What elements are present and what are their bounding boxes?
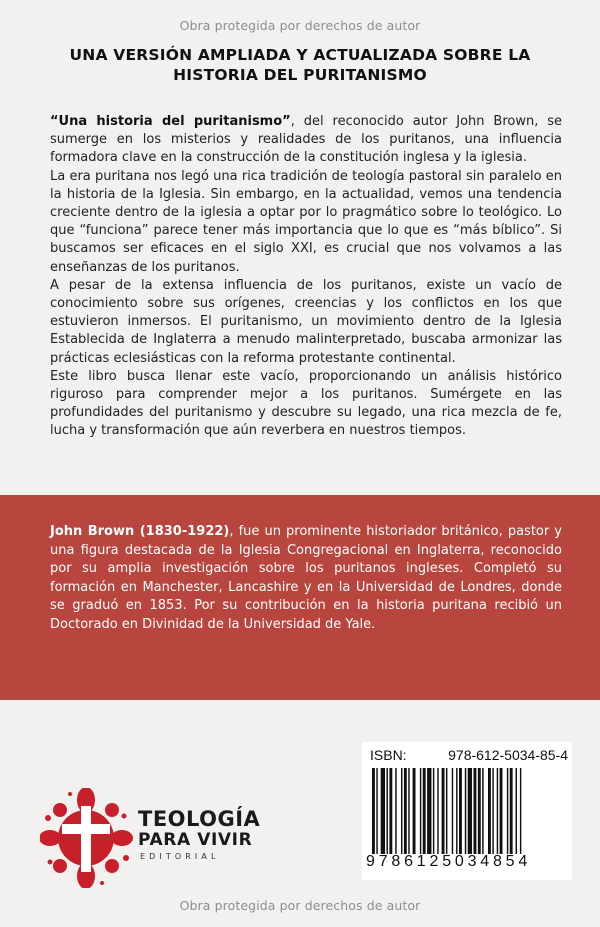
barcode-bar [459, 768, 462, 854]
barcode-bar [474, 768, 477, 854]
barcode-bar [427, 768, 431, 854]
barcode-bar [413, 768, 416, 854]
publisher-name-line-2: PARA VIVIR [138, 830, 253, 850]
barcode-bar [507, 768, 508, 854]
author-name: John Brown (1830-1922) [50, 524, 230, 539]
barcode-bar [387, 768, 388, 854]
barcode-bar [488, 768, 491, 854]
barcode-bar [465, 768, 466, 854]
barcode-bar [381, 768, 385, 854]
barcode-bar [372, 768, 375, 854]
barcode-bar [452, 768, 453, 854]
headline-line-2: HISTORIA DEL PURITANISMO [173, 66, 427, 84]
publisher-tagline: EDITORIAL [140, 852, 220, 861]
barcode-bar [500, 768, 503, 854]
author-bio-text: , fue un prominente historiador británico, pastor y una figura destacada de la Iglesia Congregacional en Inglaterra, reconocido por su amplia investigación sobre los puritanos ingleses. Completó su formación en Manchester, Lancashire y en la Universidad de Londres, donde se graduó en 1853. Por su contribución en la historia puritana recibió un Doctorado en Divinidad de la Universidad de Yale. [50, 524, 562, 632]
barcode-bar [520, 768, 521, 854]
barcode-bar [376, 768, 377, 854]
barcode-bar [456, 768, 457, 854]
isbn-prefix: ISBN: [370, 747, 407, 763]
publisher-name-line-1: TEOLOGÍA [138, 807, 261, 831]
isbn-barcode-block [362, 742, 572, 880]
book-title-quote: “Una historia del puritanismo” [50, 114, 291, 129]
barcode-bar [404, 768, 407, 854]
synopsis-paragraph-1-text: , del reconocido autor John Brown, se sumerge en los misterios y realidades de los puritanos, una influencia formadora clave en la construcción de la constitución inglesa y la iglesia. [50, 114, 563, 166]
barcode-bar [389, 768, 392, 854]
synopsis-paragraph-3: A pesar de la extensa influencia de los puritanos, existe un vacío de conocimiento sobre sus orígenes, creencias y los conflictos en los que estuvieron inmersos. El puritanismo, un movimiento dentro de la Iglesia Establecida de Inglaterra a menudo malinterpretado, buscaba armonizar las prácticas eclesiásticas con la reforma protestante continental. [50, 277, 562, 366]
synopsis-paragraph-4: Este libro busca llenar este vacío, proporcionando un análisis histórico riguroso para comprender mejor a los puritanos. Sumérgete en las profundidades del puritanismo y descubre su legado, una rica mezcla de fe, lucha y transformación que aún reverbera en nuestros tiempos. [50, 368, 562, 439]
cross-splatter-icon [40, 788, 136, 888]
barcode-bar [420, 768, 421, 854]
barcode-icon [372, 768, 562, 854]
copyright-watermark-bottom: Obra protegida por derechos de autor [179, 898, 421, 913]
barcode-bar [482, 768, 483, 854]
headline-line-1: UNA VERSIÓN AMPLIADA Y ACTUALIZADA SOBRE LA [69, 46, 531, 64]
barcode-bar [497, 768, 498, 854]
barcode-bar [408, 768, 409, 854]
isbn-label [370, 747, 568, 763]
publisher-logo [40, 788, 280, 888]
barcode-bar [423, 768, 426, 854]
barcode-digits: 9786125034854 [366, 853, 532, 870]
synopsis-paragraph-1 [50, 113, 562, 168]
barcode-bar [468, 768, 472, 854]
isbn-number: 978-612-5034-85-4 [448, 747, 568, 763]
barcode-bar [442, 768, 445, 854]
barcode-bar [433, 768, 434, 854]
barcode-bar [446, 768, 447, 854]
barcode-bar [401, 768, 402, 854]
barcode-bar [510, 768, 513, 854]
barcode-bar [395, 768, 396, 854]
synopsis [50, 113, 562, 441]
barcode-bar [492, 768, 493, 854]
synopsis-paragraph-2: La era puritana nos legó una rica tradición de teología pastoral sin paralelo en la historia de la Iglesia. Sin embargo, en la actualidad, vemos una tendencia creciente dentro de la iglesia a optar por lo pragmático sobre lo teológico. Lo que “funciona” parece tener más importancia que lo que es “más bíblico”. Si buscamos ser eficaces en el siglo XXI, es crucial que nos volvamos a las enseñanzas de los puritanos. [50, 168, 562, 275]
back-cover-headline [30, 45, 570, 85]
barcode-bar [437, 768, 438, 854]
copyright-watermark-top: Obra protegida por derechos de autor [179, 18, 421, 33]
barcode-bar [478, 768, 481, 854]
author-bio [50, 523, 562, 635]
barcode-bar [516, 768, 517, 854]
